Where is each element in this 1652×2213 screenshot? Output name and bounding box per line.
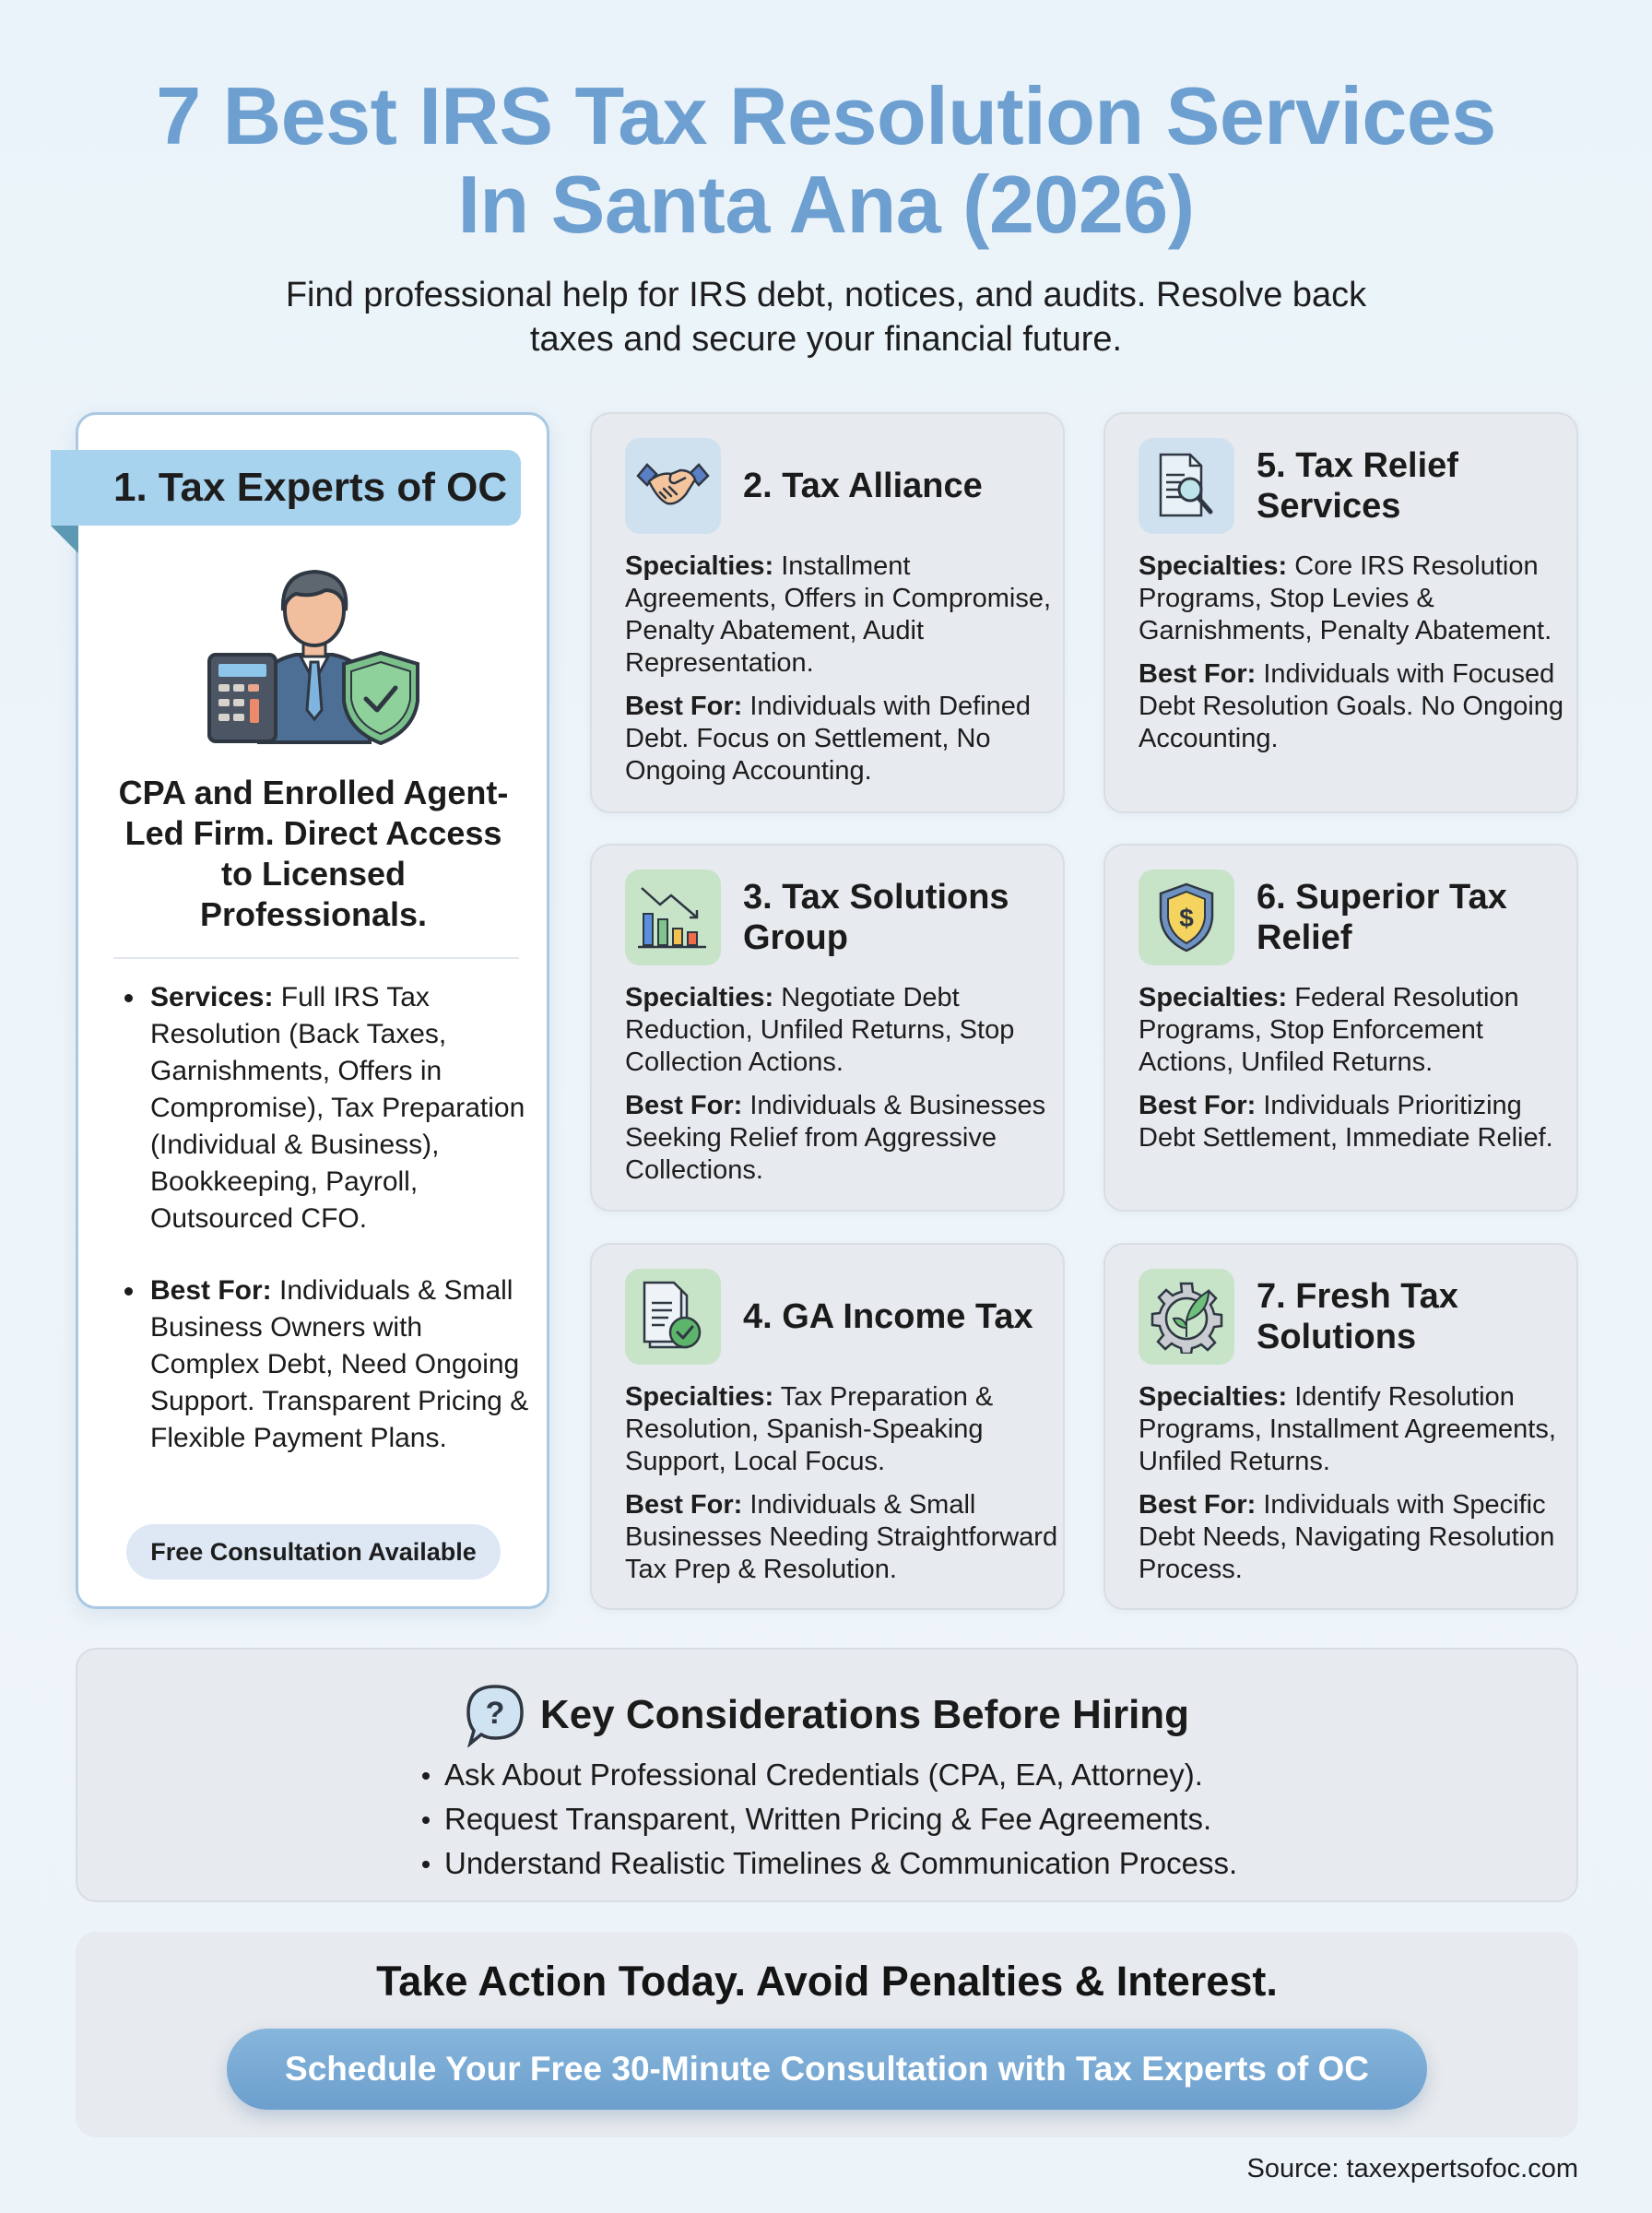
subtitle-line-1: Find professional help for IRS debt, notices, and audits. Resolve back	[285, 276, 1367, 314]
declining-bar-chart-icon	[636, 882, 710, 953]
gear-leaf-icon	[1150, 1280, 1223, 1354]
services-label: Services:	[150, 982, 274, 1012]
consideration-item: Understand Realistic Timelines & Communication Process.	[419, 1841, 1237, 1886]
provider-card-fresh-tax-solutions	[1103, 1243, 1578, 1610]
best-for-text: Individuals with Defined Debt. Focus on Settlement, No Ongoing Accounting.	[625, 692, 1032, 786]
svg-text:$: $	[1179, 904, 1194, 932]
card-icon-box	[625, 1269, 721, 1365]
best-for-text: Individuals & Small Businesses Needing Straightforward Tax Prep & Resolution.	[625, 1490, 1058, 1584]
source-credit: Source: taxexpertsofoc.com	[1246, 2154, 1578, 2183]
card-body	[625, 982, 1058, 1198]
document-search-icon	[1153, 451, 1220, 521]
featured-tagline: CPA and Enrolled Agent-Led Firm. Direct Access to Licensed Professionals.	[118, 774, 509, 933]
card-title: 2. Tax Alliance	[743, 467, 983, 505]
card-title: 4. GA Income Tax	[743, 1297, 1033, 1336]
shield-dollar-icon	[1155, 881, 1218, 954]
card-title: 5. Tax Relief Services	[1257, 446, 1458, 526]
provider-card-superior-tax-relief	[1103, 844, 1578, 1212]
svg-text:?: ?	[485, 1696, 505, 1731]
featured-provider-card	[76, 412, 549, 1609]
specialties-label: Specialties:	[1139, 983, 1288, 1012]
considerations-list	[419, 1753, 1237, 1886]
card-body	[1139, 1381, 1572, 1597]
specialties-text: Federal Resolution Programs, Stop Enforcement Actions, Unfiled Returns.	[1139, 983, 1519, 1077]
best-for-label: Best For:	[625, 1490, 743, 1520]
best-for-label: Best For:	[1139, 659, 1257, 689]
card-body	[625, 550, 1058, 799]
card-title: 7. Fresh Tax Solutions	[1257, 1277, 1458, 1356]
cta-headline: Take Action Today. Avoid Penalties & Interest.	[376, 1958, 1278, 2005]
card-icon-box	[625, 438, 721, 534]
card-icon-box	[1139, 870, 1234, 965]
provider-card-tax-alliance	[590, 412, 1065, 813]
provider-card-tax-relief-services	[1103, 412, 1578, 813]
badge-label: Free Consultation Available	[150, 1537, 477, 1566]
ribbon-fold	[51, 526, 78, 553]
key-considerations-panel	[76, 1648, 1578, 1902]
card-title: 6. Superior Tax Relief	[1257, 878, 1507, 957]
title-line-1: 7 Best IRS Tax Resolution Services	[156, 70, 1496, 161]
featured-best-for-item	[124, 1272, 530, 1457]
page-title	[0, 72, 1652, 249]
considerations-heading	[77, 1683, 1576, 1747]
page-subtitle	[230, 273, 1422, 361]
card-title: 3. Tax Solutions Group	[743, 878, 1009, 957]
card-icon-box	[1139, 1269, 1234, 1365]
best-for-label: Best For:	[1139, 1091, 1257, 1120]
specialties-text: Tax Preparation & Resolution, Spanish-Speaking Support, Local Focus.	[625, 1382, 994, 1476]
card-body	[1139, 982, 1572, 1166]
consideration-item: Request Transparent, Written Pricing & Fee Agreements.	[419, 1797, 1237, 1841]
card-body	[1139, 550, 1572, 766]
best-for-text: Individuals & Small Business Owners with Complex Debt, Need Ongoing Support. Transparent Pricing & Flexible Payment Plans.	[150, 1275, 529, 1453]
provider-card-ga-income-tax	[590, 1243, 1065, 1610]
best-for-label: Best For:	[1139, 1490, 1257, 1520]
card-icon-box	[625, 870, 721, 965]
divider	[113, 957, 519, 959]
handshake-icon	[634, 454, 712, 518]
best-for-label: Best For:	[150, 1275, 272, 1306]
specialties-text: Core IRS Resolution Programs, Stop Levies & Garnishments, Penalty Abatement.	[1139, 551, 1552, 645]
specialties-label: Specialties:	[1139, 1382, 1288, 1412]
featured-services-item	[124, 979, 530, 1237]
best-for-text: Individuals & Businesses Seeking Relief from Aggressive Collections.	[625, 1091, 1046, 1185]
specialties-label: Specialties:	[1139, 551, 1288, 581]
considerations-title: Key Considerations Before Hiring	[539, 1692, 1190, 1737]
best-for-text: Individuals with Specific Debt Needs, Navigating Resolution Process.	[1139, 1490, 1555, 1584]
specialties-text: Negotiate Debt Reduction, Unfiled Returns, Stop Collection Actions.	[625, 983, 1015, 1077]
specialties-text: Identify Resolution Programs, Installment Agreements, Unfiled Returns.	[1139, 1382, 1556, 1476]
best-for-text: Individuals Prioritizing Debt Settlement, Immediate Relief.	[1139, 1091, 1553, 1153]
card-icon-box	[1139, 438, 1234, 534]
specialties-label: Specialties:	[625, 983, 774, 1012]
card-body	[625, 1381, 1058, 1597]
specialties-text: Installment Agreements, Offers in Compromise, Penalty Abatement, Audit Representation.	[625, 551, 1052, 678]
question-bubble-icon	[465, 1683, 525, 1747]
specialties-label: Specialties:	[625, 1382, 774, 1412]
specialties-label: Specialties:	[625, 551, 774, 581]
best-for-text: Individuals with Focused Debt Resolution Goals. No Ongoing Accounting.	[1139, 659, 1564, 753]
title-line-2: In Santa Ana (2026)	[457, 159, 1195, 250]
featured-ribbon	[51, 450, 521, 526]
featured-title: 1. Tax Experts of OC	[113, 465, 508, 510]
call-to-action-panel	[76, 1932, 1578, 2137]
featured-details-list	[124, 979, 530, 1492]
best-for-label: Best For:	[625, 1091, 743, 1120]
best-for-label: Best For:	[625, 692, 743, 721]
free-consultation-badge[interactable]	[126, 1524, 501, 1580]
document-check-icon	[639, 1281, 707, 1353]
consideration-item: Ask About Professional Credentials (CPA, EA, Attorney).	[419, 1753, 1237, 1797]
subtitle-line-2: taxes and secure your financial future.	[529, 320, 1123, 359]
schedule-consultation-button[interactable]: Schedule Your Free 30-Minute Consultation with Tax Experts of OC	[227, 2029, 1427, 2110]
provider-card-tax-solutions-group	[590, 844, 1065, 1212]
accountant-calculator-shield-icon	[204, 553, 425, 747]
services-text: Full IRS Tax Resolution (Back Taxes, Garnishments, Offers in Compromise), Tax Preparation (Individual & Business), Bookkeeping, Payroll, Outsourced CFO.	[150, 982, 525, 1234]
